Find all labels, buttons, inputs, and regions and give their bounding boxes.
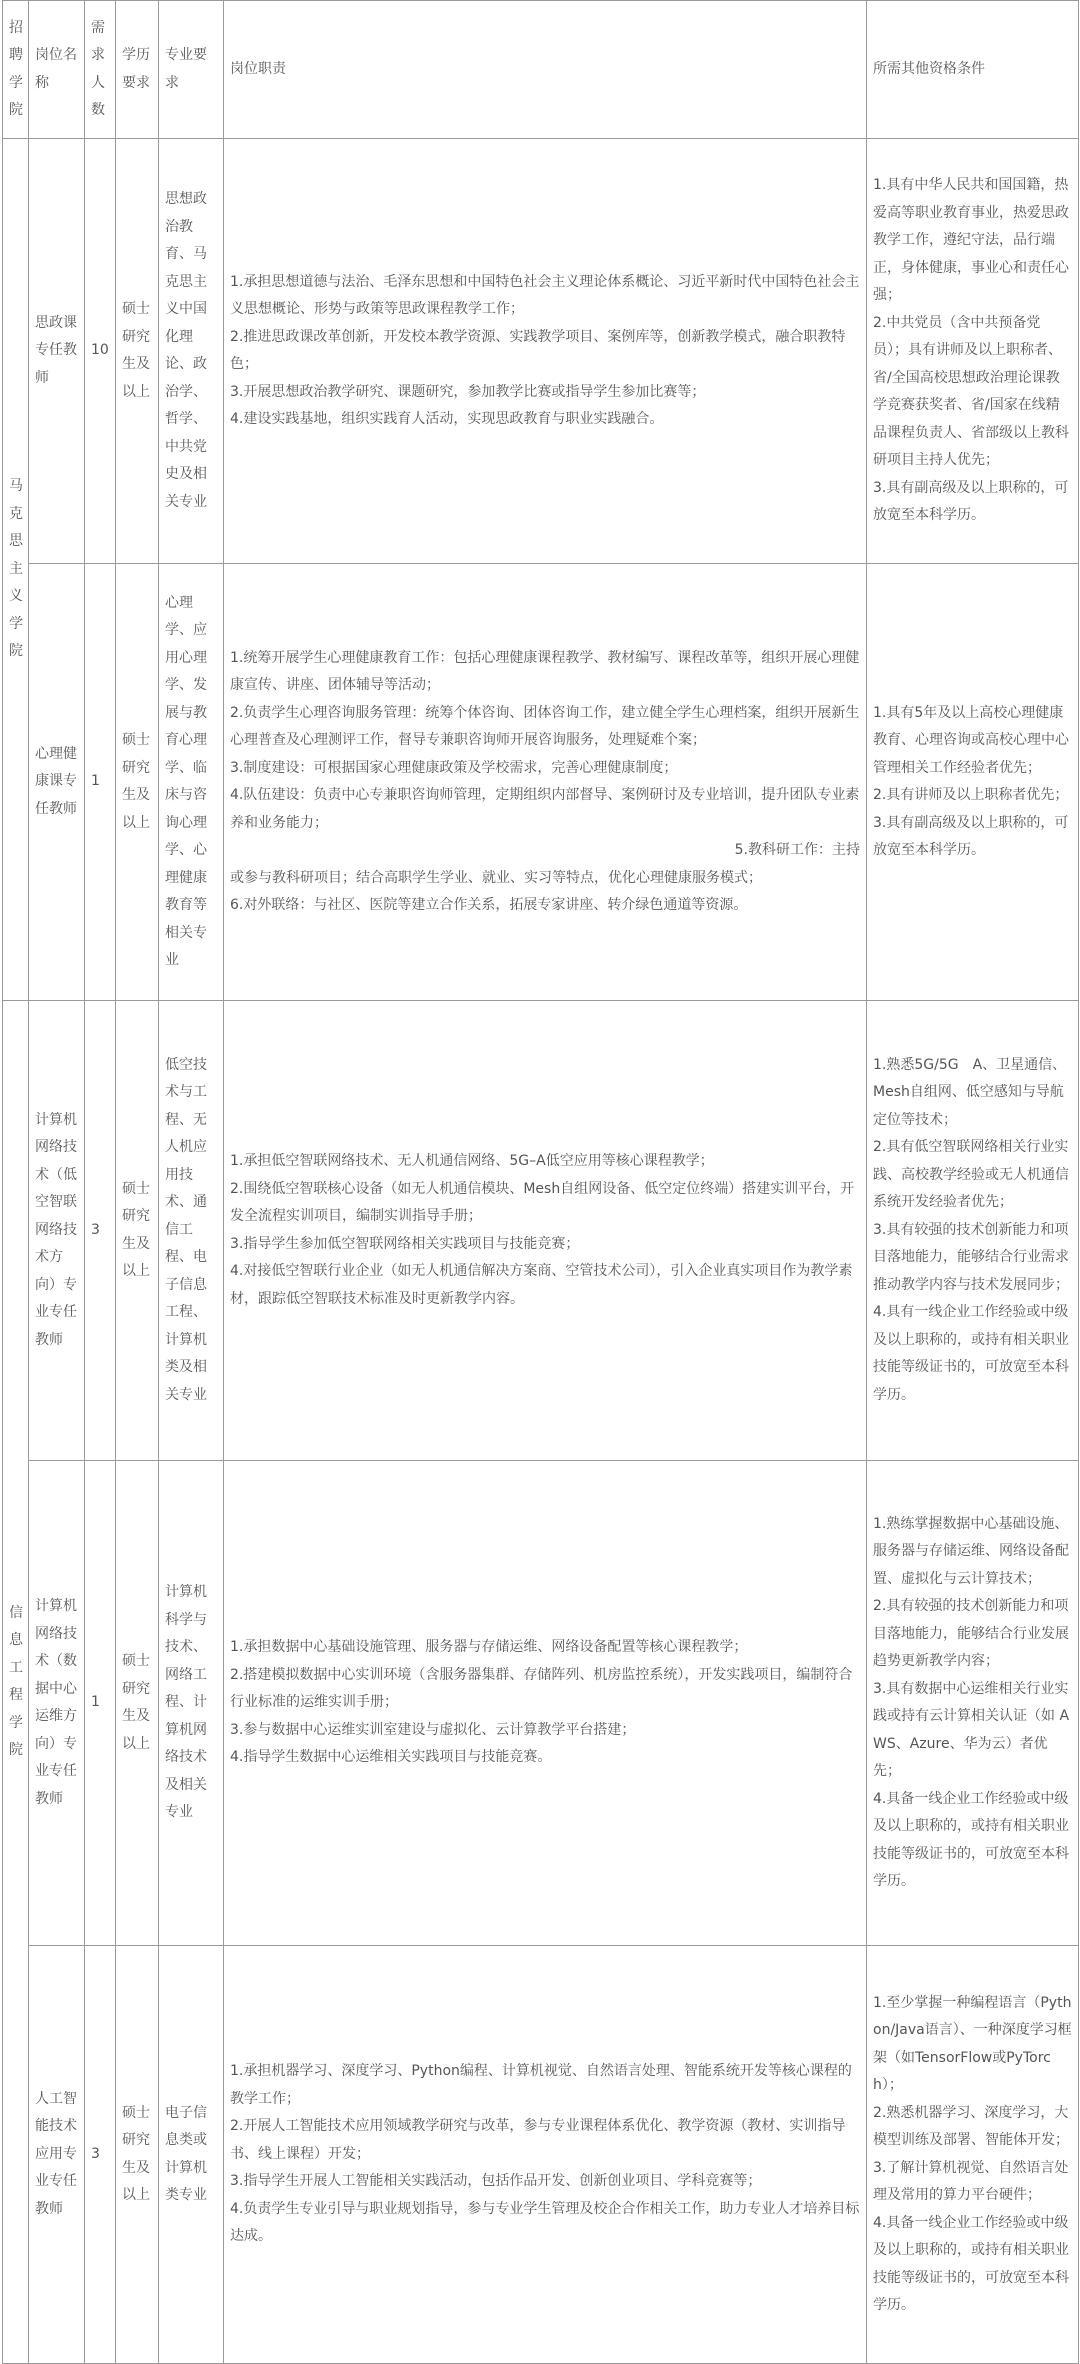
count-cell: 1 (85, 1461, 116, 1946)
major-cell: 心理学、应用心理学、发展与教育心理学、临床与咨询心理学、心理健康教育等相关专业 (159, 564, 224, 1001)
requirement-line: 2.具有讲师及以上职称者优先； (873, 787, 1069, 803)
header-other: 所需其他资格条件 (867, 1, 1079, 139)
position-cell: 心理健康课专任教师 (29, 564, 85, 1001)
duty-line: 1.统筹开展学生心理健康教育工作：包括心理健康课程教学、教材编写、课程改革等，组织开展心理健康宣传、讲座、团体辅导等活动； (230, 649, 860, 693)
duty-line: 3.开展思想政治教学研究、课题研究，参加教学比赛或指导学生参加比赛等； (230, 383, 706, 400)
duties-cell (224, 139, 867, 564)
table-row (3, 1946, 1079, 2364)
other-cell (867, 1946, 1079, 2364)
count-cell: 3 (85, 1001, 116, 1461)
major-cell: 电子信息类或计算机类专业 (159, 1946, 224, 2364)
requirement-line: 2.具有较强的技术创新能力和项目落地能力，能够结合行业发展趋势更新教学内容； (873, 1598, 1069, 1669)
duties-cell (224, 1461, 867, 1946)
duty-line: 4.对接低空智联行业企业（如无人机通信解决方案商、空管技术公司），引入企业真实项目作为教学素材，跟踪低空智联技术标准及时更新教学内容。 (230, 1263, 853, 1307)
other-cell (867, 1461, 1079, 1946)
requirement-line: 3.了解计算机视觉、自然语言处理及常用的算力平台硬件； (873, 2159, 1069, 2203)
edu-cell: 硕士研究生及以上 (116, 1001, 159, 1461)
other-cell (867, 139, 1079, 564)
duty-line: 3.指导学生开展人工智能相关实践活动，包括作品开发、创新创业项目、学科竞赛等； (230, 2173, 762, 2190)
duty-line: 1.承担思想道德与法治、毛泽东思想和中国特色社会主义理论体系概论、习近平新时代中国特色社会主义思想概论、形势与政策等思政课程教学工作； (230, 273, 860, 317)
requirement-line: 1.熟练掌握数据中心基础设施、服务器与存储运维、网络设备配置、虚拟化与云计算技术； (873, 1515, 1069, 1587)
header-major: 专业要求 (159, 1, 224, 139)
requirement-line: 4.具备一线企业工作经验或中级及以上职称的，或持有相关职业技能等级证书的，可放宽至本科学历。 (873, 1790, 1069, 1889)
table-row (3, 1461, 1079, 1946)
position-cell: 计算机网络技术（数据中心运维方向）专业专任教师 (29, 1461, 85, 1946)
header-duties: 岗位职责 (224, 1, 867, 139)
college-cell: 马克思主义学院 (3, 139, 29, 1001)
duties-cell (224, 1946, 867, 2364)
other-cell (867, 1001, 1079, 1461)
requirement-line: 2.具有低空智联网络相关行业实践、高校教学经验或无人机通信系统开发经验者优先； (873, 1139, 1069, 1211)
count-cell: 10 (85, 139, 116, 564)
header-edu: 学历要求 (116, 1, 159, 139)
position-cell: 计算机网络技术（低空智联网络技术方向）专业专任教师 (29, 1001, 85, 1461)
major-cell: 思想政治教育、马克思主义中国化理论、政治学、哲学、中共党史及相关专业 (159, 139, 224, 564)
other-cell (867, 564, 1079, 1001)
duty-line: 2.推进思政课改革创新，开发校本教学资源、实践教学项目、案例库等，创新教学模式，融合职教特色； (230, 328, 846, 372)
count-cell: 1 (85, 564, 116, 1001)
position-cell: 人工智能技术应用专业专任教师 (29, 1946, 85, 2364)
header-count: 需求人数 (85, 1, 116, 139)
duties-cell (224, 1001, 867, 1461)
duty-line: 或参与教科研项目；结合高职学生学业、就业、实习等特点，优化心理健康服务模式； (230, 869, 762, 886)
duty-line: 2.搭建模拟数据中心实训环境（含服务器集群、存储阵列、机房监控系统），开发实践项目，编制符合行业标准的运维实训手册； (230, 1666, 853, 1711)
requirement-line: 4.具有一线企业工作经验或中级及以上职称的，或持有相关职业技能等级证书的，可放宽至本科学历。 (873, 1304, 1069, 1403)
duty-line: 2.围绕低空智联核心设备（如无人机通信模块、Mesh自组网设备、低空定位终端）搭建实训平台，开发全流程实训项目，编制实训指导手册； (230, 1180, 855, 1224)
header-college: 招聘学院 (3, 1, 29, 139)
duty-line: 3.指导学生参加低空智联网络相关实践项目与技能竞赛； (230, 1235, 580, 1252)
duty-line: 4.指导学生数据中心运维相关实践项目与技能竞赛。 (230, 1749, 552, 1766)
requirement-line: 3.具有副高级及以上职称的，可放宽至本科学历。 (873, 479, 1069, 524)
duty-line: 4.建设实践基地，组织实践育人活动，实现思政教育与职业实践融合。 (230, 411, 664, 427)
edu-cell: 硕士研究生及以上 (116, 1946, 159, 2364)
recruitment-table (2, 0, 1079, 2364)
duty-line: 1.承担数据中心基础设施管理、服务器与存储运维、网络设备配置等核心课程教学； (230, 1639, 748, 1656)
duty-line: 2.负责学生心理咨询服务管理：统筹个体咨询、团体咨询工作，建立健全学生心理档案，组织开展新生心理普查及心理测评工作，督导专兼职咨询师开展咨询服务，处理疑难个案； (230, 704, 860, 748)
table-row (3, 139, 1079, 564)
college-cell: 信息工程学院 (3, 1001, 29, 2364)
requirement-line: 4.具备一线企业工作经验或中级及以上职称的，或持有相关职业技能等级证书的，可放宽至本科学历。 (873, 2214, 1069, 2313)
duty-line: 3.参与数据中心运维实训室建设与虚拟化、云计算教学平台搭建； (230, 1721, 636, 1738)
table-row (3, 564, 1079, 1001)
duty-line: 3.制度建设：可根据国家心理健康政策及学校需求，完善心理健康制度； (230, 759, 678, 776)
header-row (3, 1, 1079, 139)
header-position: 岗位名称 (29, 1, 85, 139)
duty-line: 4.负责学生专业引导与职业规划指导，参与专业学生管理及校企合作相关工作，助力专业人才培养目标达成。 (230, 2200, 860, 2245)
duty-line: 5.教科研工作：主持 (734, 842, 860, 858)
requirement-line: 1.熟悉5G/5G A、卫星通信、Mesh自组网、低空感知与导航定位等技术； (873, 1056, 1067, 1128)
table-row (3, 1001, 1079, 1461)
major-cell: 计算机科学与技术、网络工程、计算机网络技术及相关专业 (159, 1461, 224, 1946)
duty-line: 2.开展人工智能技术应用领域教学研究与改革，参与专业课程体系优化、教学资源（教材、实训指导书、线上课程）开发； (230, 2118, 846, 2162)
duty-line: 6.对外联络：与社区、医院等建立合作关系，拓展专家讲座、转介绿色通道等资源。 (230, 897, 748, 913)
requirement-line: 1.具有5年及以上高校心理健康教育、心理咨询或高校心理中心管理相关工作经验者优先； (873, 704, 1069, 776)
position-cell: 思政课专任教师 (29, 139, 85, 564)
duties-cell (224, 564, 867, 1001)
requirement-line: 3.具有较强的技术创新能力和项目落地能力，能够结合行业需求推动教学内容与技术发展同步； (873, 1221, 1069, 1293)
requirement-line: 3.具有副高级及以上职称的，可放宽至本科学历。 (873, 814, 1069, 858)
requirement-line: 1.具有中华人民共和国国籍，热爱高等职业教育事业，热爱思政教学工作，遵纪守法，品行端正，身体健康，事业心和责任心强； (873, 177, 1069, 304)
requirement-line: 3.具有数据中心运维相关行业实践或持有云计算相关认证（如 AWS、Azure、华为云）者优先； (873, 1680, 1070, 1779)
edu-cell: 硕士研究生及以上 (116, 564, 159, 1001)
requirement-line: 2.熟悉机器学习、深度学习，大模型训练及部署、智能体开发； (873, 2104, 1069, 2148)
requirement-line: 1.至少掌握一种编程语言（Python/Java语言）、一种深度学习框架（如TensorFlow或PyTorch）； (873, 1994, 1072, 2093)
requirement-line: 2.中共党员（含中共预备党员）；具有讲师及以上职称者、省/全国高校思想政治理论课教学竞赛获奖者、省/国家在线精品课程负责人、省部级以上教科研项目主持人优先； (873, 314, 1069, 469)
duty-line: 1.承担机器学习、深度学习、Python编程、计算机视觉、自然语言处理、智能系统开发等核心课程的教学工作； (230, 2063, 852, 2107)
edu-cell: 硕士研究生及以上 (116, 139, 159, 564)
edu-cell: 硕士研究生及以上 (116, 1461, 159, 1946)
duty-line: 1.承担低空智联网络技术、无人机通信网络、5G–A低空应用等核心课程教学； (230, 1153, 714, 1169)
major-cell: 低空技术与工程、无人机应用技术、通信工程、电子信息工程、计算机类及相关专业 (159, 1001, 224, 1461)
count-cell: 3 (85, 1946, 116, 2364)
duty-line: 4.队伍建设：负责中心专兼职咨询师管理，定期组织内部督导、案例研讨及专业培训，提升团队专业素养和业务能力； (230, 787, 860, 831)
